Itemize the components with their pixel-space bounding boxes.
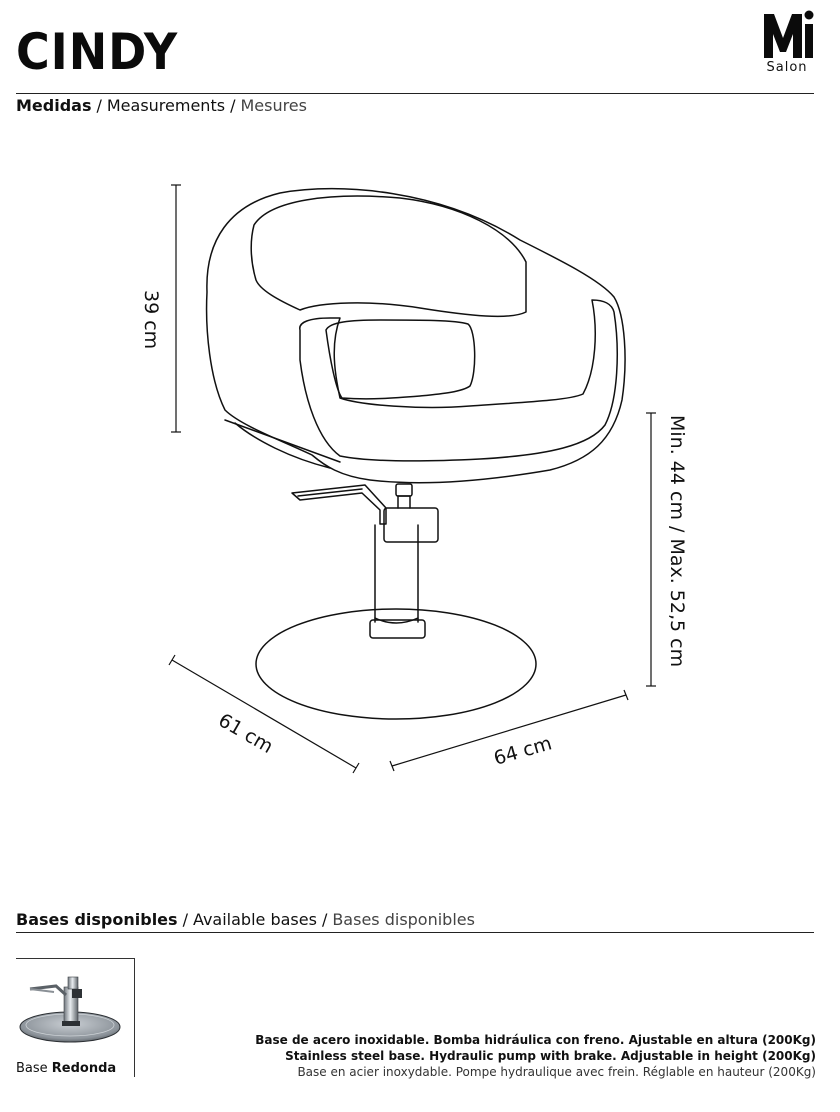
seat-armrest xyxy=(300,300,617,461)
round-base-thumbnail-icon xyxy=(16,959,134,1059)
dim-width-label: 64 cm xyxy=(491,732,555,770)
base-label-name: Redonda xyxy=(51,1061,117,1076)
seat-shell xyxy=(207,189,625,483)
heading-sep: / xyxy=(230,96,236,115)
heading-sep: / xyxy=(321,910,328,929)
dim-seat-height-label: Min. 44 cm / Max. 52,5 cm xyxy=(666,415,688,668)
header-divider xyxy=(16,93,814,94)
base-label-prefix: Base xyxy=(16,1061,48,1076)
measurements-heading xyxy=(16,96,307,115)
base-option-label xyxy=(16,1061,116,1076)
heading-fr: Bases disponibles xyxy=(332,910,475,929)
heading-fr: Mesures xyxy=(240,96,307,115)
base-description-en: Stainless steel base. Hydraulic pump with brake. Adjustable in height (200Kg) xyxy=(285,1049,816,1063)
heading-en: Available bases xyxy=(192,910,317,929)
heading-sep: / xyxy=(182,910,188,929)
bases-heading xyxy=(16,910,475,929)
round-base xyxy=(256,609,536,719)
dim-depth-label: 61 cm xyxy=(214,709,277,758)
product-title: CINDY xyxy=(16,23,179,81)
heading-es: Bases disponibles xyxy=(16,910,178,929)
mi-logo-icon xyxy=(756,8,818,60)
base-option-round[interactable] xyxy=(16,958,135,1077)
dim-back-height xyxy=(171,185,181,432)
brand-sub: Salon xyxy=(766,60,808,75)
pump-column xyxy=(375,525,418,622)
base-description-fr: Base en acier inoxydable. Pompe hydraulique avec frein. Réglable en hauteur (200Kg) xyxy=(297,1065,816,1079)
seat-cushion xyxy=(326,320,475,399)
heading-es: Medidas xyxy=(16,96,92,115)
dim-back-height-label: 39 cm xyxy=(140,290,162,350)
base-description-es: Base de acero inoxidable. Bomba hidráulica con freno. Ajustable en altura (200Kg) xyxy=(255,1033,816,1047)
heading-sep: / xyxy=(96,96,102,115)
chair-backrest xyxy=(251,196,526,316)
brand-logo xyxy=(756,8,818,78)
chair-technical-drawing xyxy=(0,140,840,800)
bases-divider xyxy=(16,932,814,933)
heading-en: Measurements xyxy=(106,96,226,115)
dim-seat-height xyxy=(646,413,656,686)
pump-head xyxy=(384,508,438,542)
